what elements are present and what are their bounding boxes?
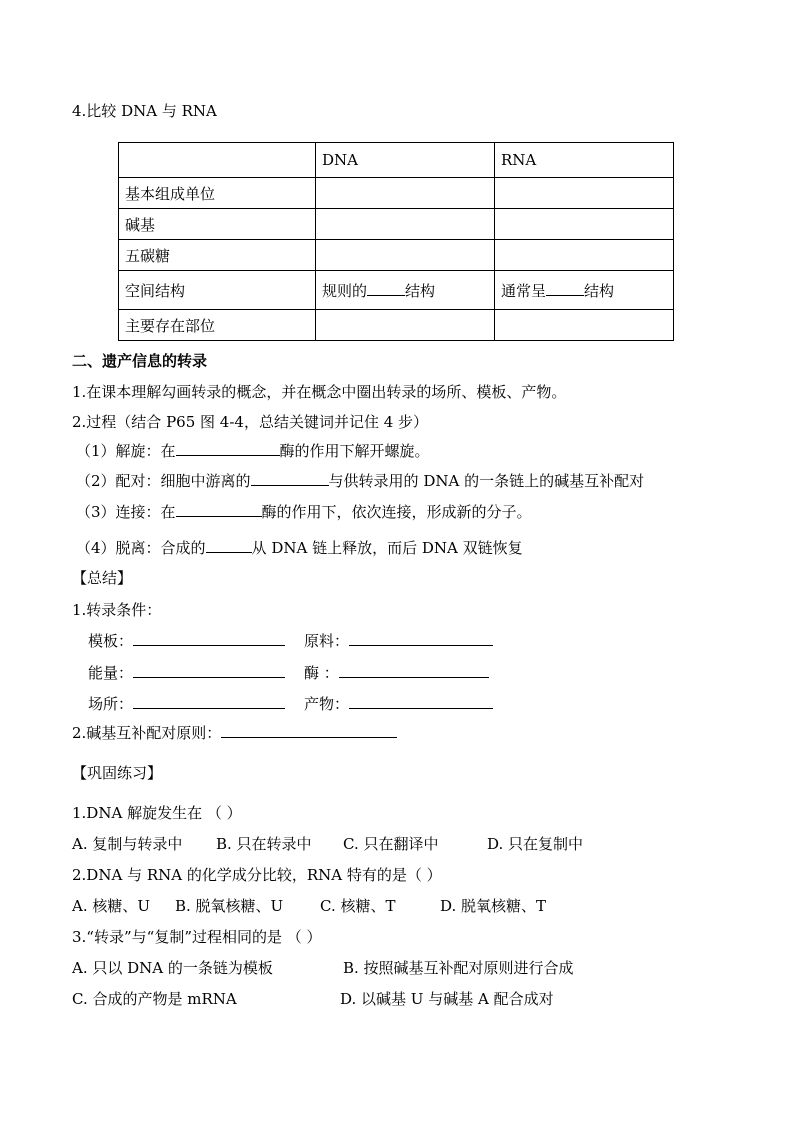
dna-cell <box>316 240 495 271</box>
fill-blank[interactable] <box>176 501 262 517</box>
option-b[interactable]: B. 按照碱基互补配对原则进行合成 <box>343 959 574 977</box>
practice-heading: 【巩固练习】 <box>72 764 163 782</box>
fill-blank[interactable] <box>349 693 493 709</box>
rna-cell <box>495 178 674 209</box>
fill-blank[interactable] <box>546 280 584 296</box>
option-b[interactable]: B. 脱氧核糖、U <box>175 897 284 915</box>
fill-blank[interactable] <box>206 537 252 553</box>
rna-cell <box>495 209 674 240</box>
dna-cell <box>316 178 495 209</box>
step-2-pre: （2）配对：细胞中游离的 <box>76 472 251 490</box>
fill-blank[interactable] <box>176 440 280 456</box>
pairing-rule <box>72 722 397 743</box>
material-label: 原料： <box>304 632 350 650</box>
table-header-cell: DNA <box>316 143 495 178</box>
step-1 <box>76 440 430 461</box>
section-4-title: 4.比较 DNA 与 RNA <box>72 102 217 120</box>
condition-template <box>88 630 285 651</box>
fill-blank[interactable] <box>349 630 493 646</box>
summary-heading: 【总结】 <box>72 569 133 587</box>
table-header-cell <box>119 143 316 178</box>
conditions-title: 1.转录条件： <box>72 601 162 619</box>
row-label: 碱基 <box>119 209 316 240</box>
condition-product <box>304 693 493 714</box>
option-a[interactable]: A. 只以 DNA 的一条链为模板 <box>72 959 273 977</box>
fill-blank[interactable] <box>133 630 285 646</box>
step-4-pre: （4）脱离：合成的 <box>76 539 206 557</box>
rna-structure-post: 结构 <box>584 281 615 300</box>
practice-question-1: 1.DNA 解旋发生在 （ ） <box>72 804 242 822</box>
step-3 <box>76 501 532 522</box>
dna-cell <box>316 310 495 341</box>
fill-blank[interactable] <box>367 280 405 296</box>
step-4 <box>76 537 523 558</box>
rna-structure-pre: 通常呈 <box>501 281 547 300</box>
site-label: 场所： <box>88 695 134 713</box>
table-header-row <box>119 143 674 178</box>
table-row <box>119 178 674 209</box>
option-d[interactable]: D. 只在复制中 <box>487 835 584 853</box>
step-2 <box>76 470 644 491</box>
question-2: 2.过程（结合 P65 图 4-4，总结关键词并记住 4 步） <box>72 413 429 431</box>
rna-cell <box>495 271 674 310</box>
fill-blank[interactable] <box>339 662 489 678</box>
rna-cell <box>495 310 674 341</box>
energy-label: 能量： <box>88 664 134 682</box>
row-label: 基本组成单位 <box>119 178 316 209</box>
fill-blank[interactable] <box>221 722 397 738</box>
option-c[interactable]: C. 合成的产物是 mRNA <box>72 990 237 1008</box>
fill-blank[interactable] <box>251 470 329 486</box>
dna-structure-post: 结构 <box>405 281 436 300</box>
rna-cell <box>495 240 674 271</box>
table-row <box>119 310 674 341</box>
section-2-heading: 二、遗产信息的转录 <box>72 352 208 370</box>
condition-site <box>88 693 285 714</box>
fill-blank[interactable] <box>133 693 285 709</box>
option-c[interactable]: C. 核糖、T <box>320 897 396 915</box>
row-label: 主要存在部位 <box>119 310 316 341</box>
practice-question-3: 3.“转录”与“复制”过程相同的是 （ ） <box>72 928 322 946</box>
table-row <box>119 271 674 310</box>
condition-energy <box>88 662 285 683</box>
option-a[interactable]: A. 复制与转录中 <box>72 835 183 853</box>
step-2-post: 与供转录用的 DNA 的一条链上的碱基互补配对 <box>328 472 645 490</box>
option-d[interactable]: D. 以碱基 U 与碱基 A 配合成对 <box>340 990 554 1008</box>
table-row <box>119 240 674 271</box>
option-d[interactable]: D. 脱氧核糖、T <box>440 897 547 915</box>
product-label: 产物： <box>304 695 350 713</box>
step-3-post: 酶的作用下，依次连接，形成新的分子。 <box>261 503 532 521</box>
step-1-pre: （1）解旋：在 <box>76 442 176 460</box>
dna-rna-comparison-table <box>118 142 674 341</box>
fill-blank[interactable] <box>133 662 285 678</box>
table-header-cell: RNA <box>495 143 674 178</box>
dna-cell <box>316 209 495 240</box>
step-4-post: 从 DNA 链上释放，而后 DNA 双链恢复 <box>251 539 523 557</box>
condition-material <box>304 630 493 651</box>
option-c[interactable]: C. 只在翻译中 <box>343 835 439 853</box>
dna-cell <box>316 271 495 310</box>
step-3-pre: （3）连接：在 <box>76 503 176 521</box>
step-1-post: 酶的作用下解开螺旋。 <box>279 442 430 460</box>
option-a[interactable]: A. 核糖、U <box>72 897 151 915</box>
pairing-rule-label: 2.碱基互补配对原则： <box>72 724 222 742</box>
practice-question-2: 2.DNA 与 RNA 的化学成分比较，RNA 特有的是（ ） <box>72 866 442 884</box>
row-label: 空间结构 <box>119 271 316 310</box>
enzyme-label: 酶 ： <box>304 664 339 682</box>
template-label: 模板： <box>88 632 134 650</box>
condition-enzyme <box>304 662 489 683</box>
option-b[interactable]: B. 只在转录中 <box>216 835 312 853</box>
row-label: 五碳糖 <box>119 240 316 271</box>
dna-structure-pre: 规则的 <box>322 281 368 300</box>
table-row <box>119 209 674 240</box>
question-1: 1.在课本理解勾画转录的概念，并在概念中圈出转录的场所、模板、产物。 <box>72 383 567 401</box>
